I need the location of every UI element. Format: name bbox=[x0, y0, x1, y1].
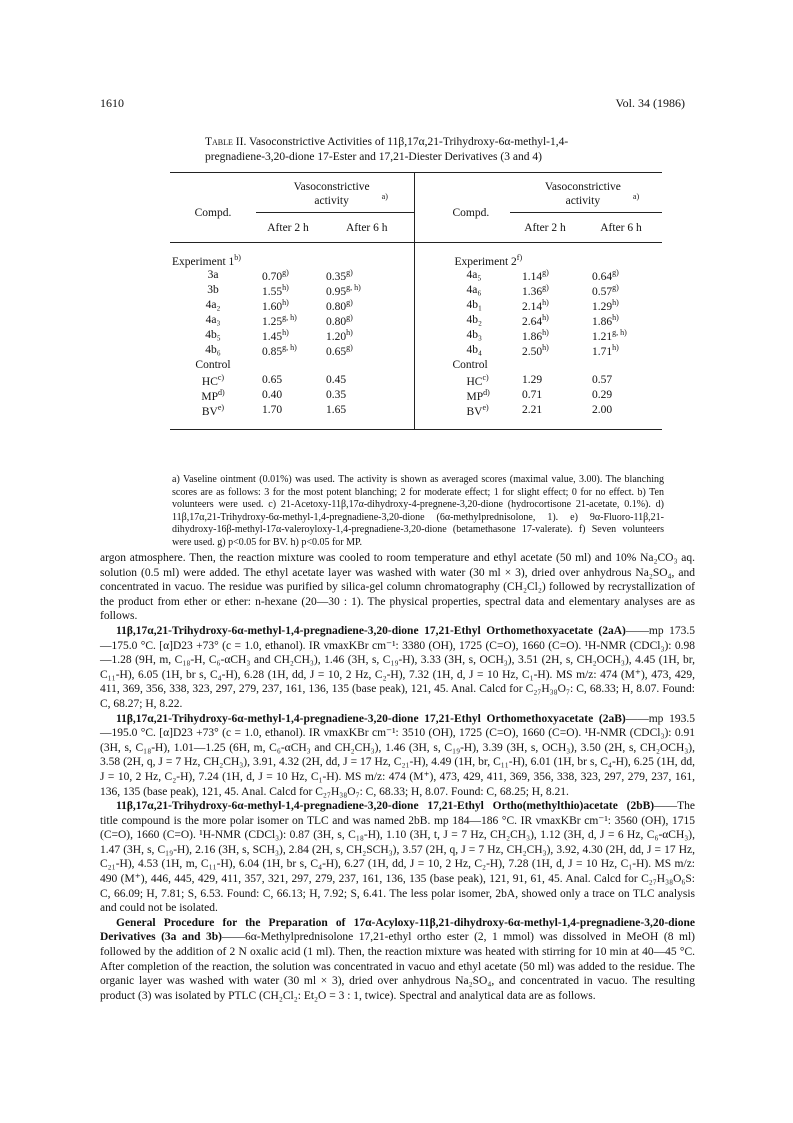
mark: e) bbox=[482, 402, 489, 412]
col-activity-right-text: Vasoconstrictive activity bbox=[544, 181, 621, 207]
mark: g) bbox=[542, 282, 549, 292]
control-name: BV bbox=[201, 405, 218, 418]
activity-table bbox=[170, 172, 662, 430]
mark: g, h) bbox=[282, 312, 297, 322]
cell-after6-left: 0.35 bbox=[320, 388, 414, 403]
value: 1.86 bbox=[522, 330, 543, 343]
control-label-left: Control bbox=[195, 359, 231, 371]
cell-after6-right bbox=[580, 298, 662, 313]
mark: h) bbox=[542, 312, 549, 322]
cell-compd-left: 4b₅ bbox=[205, 329, 221, 341]
cell-compd-right: 4b₄ bbox=[466, 344, 483, 356]
col-activity-left-text: Vasoconstrictive activity bbox=[293, 181, 370, 207]
mark: g, h) bbox=[612, 327, 627, 337]
control-name: MP bbox=[466, 390, 484, 403]
col-activity-right bbox=[510, 173, 662, 213]
cell-after6-left: 1.65 bbox=[320, 403, 414, 418]
mark: g) bbox=[612, 267, 619, 277]
value: 2.50 bbox=[522, 345, 543, 358]
control-row bbox=[170, 388, 662, 403]
general-procedure-text: ——6α-Methylprednisolone 17,21-ethyl ortho ester (2, 1 mmol) was dissolved in MeOH (8 ml) followed by the addition of 2 N oxalic acid (1 ml). Then, the reaction mixture was heated with stirring for 10 min at 40—45 °C. After completion of the reaction, the solution was concentrated in vacuo and ethyl acetate (50 ml) was added to the residue. The organic layer was washed with water (30 ml × 3), dried over anhydrous Na₂SO₄, and concentrated in vacuo. The resulting product (3) was isolated by PTLC (CH₂Cl₂: Et₂O = 3 : 1, twice). Spectral and analytical data are as follows. bbox=[100, 931, 695, 1002]
compound-2bB-title: 11β,17α,21-Trihydroxy-6α-methyl-1,4-pregnadiene-3,20-dione 17,21-Ethyl Ortho(methylthio)acetate (2bB) bbox=[116, 800, 655, 813]
cell-control-right bbox=[414, 403, 510, 418]
table-label: Table II. bbox=[205, 136, 247, 148]
value: 0.57 bbox=[592, 285, 613, 298]
cell-after6-left bbox=[320, 328, 414, 343]
mark: d) bbox=[483, 387, 490, 397]
control-row bbox=[170, 373, 662, 388]
paragraph-1: argon atmosphere. Then, the reaction mixture was cooled to room temperature and ethyl acetate (50 ml) and 10% Na₂CO₃ aq. solution (0.5 ml) were added. The ethyl acetate layer was washed with water (30 ml × 3), dried over anhydrous Na₂SO₄, and concentrated in vacuo. The residue was purified by silica-gel column chromatography (CH₂Cl₂) followed by recrystallization of the product from ether or ether: n-hexane (20—30 : 1). The physical properties, spectral data and elementary analyses are as follows. bbox=[100, 552, 695, 623]
value: 1.20 bbox=[326, 330, 347, 343]
mark: h) bbox=[612, 297, 619, 307]
paragraph-3 bbox=[100, 712, 695, 800]
mark: h) bbox=[282, 282, 289, 292]
cell-after6-left bbox=[320, 283, 414, 298]
mark: h) bbox=[282, 297, 289, 307]
cell-after2-right bbox=[510, 328, 580, 343]
table-row bbox=[170, 343, 662, 358]
value: 2.64 bbox=[522, 315, 543, 328]
cell-after2-left: 1.70 bbox=[262, 404, 283, 416]
col-after2-right: After 2 h bbox=[510, 213, 580, 243]
cell-after2-left bbox=[256, 268, 320, 283]
page-number: 1610 bbox=[100, 96, 124, 110]
control-name: HC bbox=[201, 375, 218, 388]
cell-compd-right: 4b₃ bbox=[466, 329, 483, 341]
cell-compd-right: 4a₅ bbox=[466, 269, 482, 281]
cell-after2-right bbox=[510, 283, 580, 298]
mark: g) bbox=[542, 267, 549, 277]
control-name: BV bbox=[466, 405, 483, 418]
value: 0.64 bbox=[592, 270, 613, 283]
cell-control-left bbox=[170, 373, 256, 388]
value: 2.14 bbox=[522, 300, 543, 313]
cell-after2-left: 0.40 bbox=[262, 389, 283, 401]
mark: g) bbox=[282, 267, 289, 277]
mark: h) bbox=[612, 342, 619, 352]
compound-2aB-text: ——mp 193.5—195.0 °C. [α]D23 +73° (c = 1.0, ethanol). IR νmaxKBr cm⁻¹: 3510 (OH), 1725 (C=O), 1660 (C=O). ¹H-NMR (CDCl₃): 0.91 (3H, s, C₁₈-H), 1.01—1.25 (6H, m, C₆-αCH₃ and CH₂CH₃), 1.46 (3H, s, C₁₉-H), 3.39 (3H, s, OCH₃), 3.50 (2H, s, CH₂OCH₃), 3.58 (2H, q, J = 7 Hz, CH₂CH₃), 3.91, 4.32 (2H, dd, J = 17 Hz, C₂₁-H), 4.49 (1H, br, C₁₁-H), 6.01 (1H, br s, C₄-H), 6.25 (1H, dd, J = 10, 2 Hz, C₂-H), 7.24 (1H, d, J = 10 Hz, C₁-H). MS m/z: 474 (M⁺), 473, 429, 411, 369, 356, 338, 323, 297, 279, 237, 161, 136, 135 (base peak), 121, 45. Anal. Calcd for C₂₇H₃₈O₇: C, 68.33; H, 8.07. Found: C, 68.25; H, 8.21. bbox=[100, 712, 695, 798]
cell-control-left bbox=[170, 388, 256, 403]
value: 1.25 bbox=[262, 315, 283, 328]
paragraph-2 bbox=[100, 624, 695, 712]
cell-after6-right bbox=[580, 328, 662, 343]
compound-2aA-text: ——mp 173.5—175.0 °C. [α]D23 +73° (c = 1.0, ethanol). IR νmaxKBr cm⁻¹: 3380 (OH), 1725 (C=O), 1660 (C=O). ¹H-NMR (CDCl₃): 0.98—1.28 (9H, m, C₁₈-H, C₆-αCH₃ and CH₂CH₃), 1.46 (3H, s, C₁₉-H), 3.33 (3H, s, OCH₃), 3.51 (2H, s, CH₂OCH₃), 4.45 (1H, br, C₁₁-H), 6.05 (1H, br s, C₄-H), 6.28 (1H, dd, J = 10, 2 Hz, C₂-H), 7.32 (1H, d, J = 10 Hz, C₁-H). MS m/z: 474 (M⁺), 473, 429, 411, 369, 356, 338, 323, 297, 279, 237, 161, 136, 135 (base peak), 121, 45. Anal. Calcd for C₂₇H₃₈O₇: C, 68.33; H, 8.07. Found: C, 68.27; H, 8.22. bbox=[100, 624, 695, 710]
mark: e) bbox=[217, 402, 225, 412]
compound-2aA-title: 11β,17α,21-Trihydroxy-6α-methyl-1,4-pregnadiene-3,20-dione 17,21-Ethyl Orthomethoxyacetate (2aA) bbox=[116, 624, 626, 637]
cell-after2-right bbox=[510, 313, 580, 328]
value: 1.60 bbox=[262, 300, 283, 313]
cell-after6-right bbox=[580, 268, 662, 283]
body-text bbox=[100, 551, 695, 1003]
value: 0.80 bbox=[326, 300, 347, 313]
table-caption-text: Vasoconstrictive Activities of 11β,17α,21-Trihydroxy-6α-methyl-1,4-pregnadiene-3,20-dione 17-Ester and 17,21-Diester Derivatives (3 and 4) bbox=[205, 136, 569, 163]
mark: c) bbox=[482, 372, 489, 382]
table-row bbox=[170, 328, 662, 343]
cell-after6-right: 0.29 bbox=[592, 389, 613, 401]
cell-compd-left: 4a₂ bbox=[205, 299, 221, 311]
cell-after2-right: 0.71 bbox=[522, 389, 543, 401]
col-activity-right-mark: a) bbox=[632, 192, 640, 202]
col-after6-right: After 6 h bbox=[580, 213, 662, 243]
value: 1.14 bbox=[522, 270, 543, 283]
cell-compd-left: 4a₃ bbox=[205, 314, 221, 326]
control-row bbox=[170, 403, 662, 418]
cell-control-right bbox=[414, 388, 510, 403]
experiment2-mark: f) bbox=[516, 252, 523, 262]
col-compd-left: Compd. bbox=[194, 206, 232, 219]
cell-after6-left bbox=[320, 313, 414, 328]
compound-2bB-text: ——The title compound is the more polar isomer on TLC and was named 2bB. mp 184—186 °C. IR νmaxKBr cm⁻¹: 3560 (OH), 1715 (C=O), 1660 (C=O). ¹H-NMR (CDCl₃): 0.87 (3H, s, C₁₈-H), 1.10 (3H, t, J = 7 Hz, CH₂CH₃), 1.12 (3H, d, J = 6 Hz, C₆-αCH₃), 1.47 (3H, s, C₁₉-H), 2.16 (3H, s, SCH₃), 2.84 (2H, s, CH₂SCH₃), 3.57 (2H, q, J = 7 Hz, CH₂CH₃), 3.92, 4.30 (2H, dd, J = 17 Hz, C₂₁-H), 4.53 (1H, m, C₁₁-H), 6.04 (1H, br s, C₄-H), 6.27 (1H, dd, J = 10, 2 Hz, C₂-H), 7.28 (1H, d, J = 10 Hz, C₁-H). MS m/z: 490 (M⁺), 446, 445, 429, 411, 357, 321, 297, 279, 237, 161, 136, 135 (base peak), 121, 91, 61, 45. Anal. Calcd for C₂₇H₃₈O₆S: C, 66.09; H, 7.81; S, 6.53. Found: C, 66.13; H, 7.92; S, 6.41. The less polar isomer, 2bA, showed only a trace on TLC analysis and could not be isolated. bbox=[100, 800, 695, 915]
table-row bbox=[170, 283, 662, 298]
mark: c) bbox=[217, 372, 225, 382]
value: 1.55 bbox=[262, 285, 283, 298]
mark: d) bbox=[217, 387, 225, 397]
mark: h) bbox=[542, 342, 549, 352]
cell-after6-right bbox=[580, 313, 662, 328]
col-after2-left: After 2 h bbox=[256, 213, 320, 243]
experiment1-mark: b) bbox=[234, 252, 241, 262]
cell-compd-left: 3b bbox=[207, 284, 219, 296]
paragraph-5 bbox=[100, 916, 695, 1004]
paragraph-4 bbox=[100, 799, 695, 916]
col-compd-right: Compd. bbox=[452, 206, 490, 219]
experiment1-text: Experiment 1 bbox=[172, 255, 235, 268]
value: 0.85 bbox=[262, 345, 283, 358]
general-procedure-title: General Procedure for the Preparation of 17α-Acyloxy-11β,21-dihydroxy-6α-methyl-1,4-pregnadiene-3,20-dione Derivatives (3a and 3b) bbox=[100, 916, 695, 944]
compound-2aB-title: 11β,17α,21-Trihydroxy-6α-methyl-1,4-pregnadiene-3,20-dione 17,21-Ethyl Orthomethoxyacetate (2aB) bbox=[116, 712, 626, 725]
value: 1.71 bbox=[592, 345, 613, 358]
mark: g) bbox=[612, 282, 619, 292]
mark: h) bbox=[542, 297, 549, 307]
cell-after2-left bbox=[256, 313, 320, 328]
cell-after2-left bbox=[256, 298, 320, 313]
cell-compd-left: 4b₆ bbox=[205, 344, 221, 356]
col-activity-left-mark: a) bbox=[381, 192, 388, 202]
table-row bbox=[170, 268, 662, 283]
cell-control-left bbox=[170, 403, 256, 418]
col-after6-left: After 6 h bbox=[320, 213, 414, 243]
cell-after2-right bbox=[510, 298, 580, 313]
mark: g) bbox=[346, 297, 353, 307]
value: 0.95 bbox=[326, 285, 347, 298]
mark: g) bbox=[346, 267, 353, 277]
cell-after6-right bbox=[580, 343, 662, 358]
volume-label: Vol. 34 (1986) bbox=[615, 96, 685, 110]
table-row bbox=[170, 298, 662, 313]
cell-after2-right: 1.29 bbox=[522, 374, 543, 386]
cell-after6-right bbox=[580, 283, 662, 298]
table-caption bbox=[205, 135, 625, 165]
cell-after2-left: 0.65 bbox=[262, 374, 283, 386]
mark: h) bbox=[542, 327, 549, 337]
cell-after2-right bbox=[510, 343, 580, 358]
col-activity-left bbox=[256, 173, 414, 213]
mark: h) bbox=[346, 327, 353, 337]
mark: g) bbox=[346, 312, 353, 322]
cell-after6-left bbox=[320, 268, 414, 283]
value: 1.45 bbox=[262, 330, 283, 343]
control-name: HC bbox=[466, 375, 483, 388]
experiment2-label bbox=[414, 253, 580, 268]
control-label-right: Control bbox=[452, 359, 488, 371]
value: 1.86 bbox=[592, 315, 613, 328]
cell-after6-right: 0.57 bbox=[592, 374, 613, 386]
experiment2-text: Experiment 2 bbox=[454, 255, 517, 268]
mark: h) bbox=[612, 312, 619, 322]
cell-after2-left bbox=[256, 328, 320, 343]
cell-after2-right: 2.21 bbox=[522, 404, 543, 416]
value: 0.65 bbox=[326, 345, 347, 358]
table-row bbox=[170, 313, 662, 328]
value: 0.35 bbox=[326, 270, 347, 283]
value: 1.36 bbox=[522, 285, 543, 298]
cell-compd-right: 4b₂ bbox=[466, 314, 483, 326]
mark: g, h) bbox=[282, 342, 297, 352]
cell-after6-left bbox=[320, 343, 414, 358]
table-footnote: a) Vaseline ointment (0.01%) was used. The activity is shown as averaged scores (maximal value, 3.00). The blanching scores are as follows: 3 for the most potent blanching; 2 for moderate effect; 1 for slight effect; 0 for no effect. b) Ten volunteers were used. c) 21-Acetoxy-11β,17α-dihydroxy-4-pregnene-3,20-dione (hydrocortisone 21-acetate, 0.1%). d) 11β,17α,21-Trihydroxy-6α-methyl-1,4-pregnadiene-3,20-dione (6α-methylprednisolone, 1). e) 9α-Fluoro-11β,21-dihydroxy-16β-methyl-17α-valeroyloxy-1,4-pregnadiene-3,20-dione (betamethasone 17-valerate). f) Seven volunteers were used. g) p<0.05 for BV. h) p<0.05 for MP. bbox=[172, 474, 664, 548]
value: 0.70 bbox=[262, 270, 283, 283]
cell-after2-left bbox=[256, 343, 320, 358]
value: 1.21 bbox=[592, 330, 613, 343]
cell-after6-right: 2.00 bbox=[592, 404, 613, 416]
mark: h) bbox=[282, 327, 289, 337]
cell-after6-left bbox=[320, 298, 414, 313]
experiment1-label bbox=[170, 253, 320, 268]
cell-compd-right: 4b₁ bbox=[466, 299, 483, 311]
mark: g, h) bbox=[346, 282, 361, 292]
cell-after6-left: 0.45 bbox=[320, 373, 414, 388]
value: 0.80 bbox=[326, 315, 347, 328]
cell-control-right bbox=[414, 373, 510, 388]
value: 1.29 bbox=[592, 300, 613, 313]
control-name: MP bbox=[201, 390, 218, 403]
cell-after2-left bbox=[256, 283, 320, 298]
cell-after2-right bbox=[510, 268, 580, 283]
cell-compd-left: 3a bbox=[207, 269, 219, 281]
cell-compd-right: 4a₆ bbox=[466, 284, 482, 296]
mark: g) bbox=[346, 342, 353, 352]
